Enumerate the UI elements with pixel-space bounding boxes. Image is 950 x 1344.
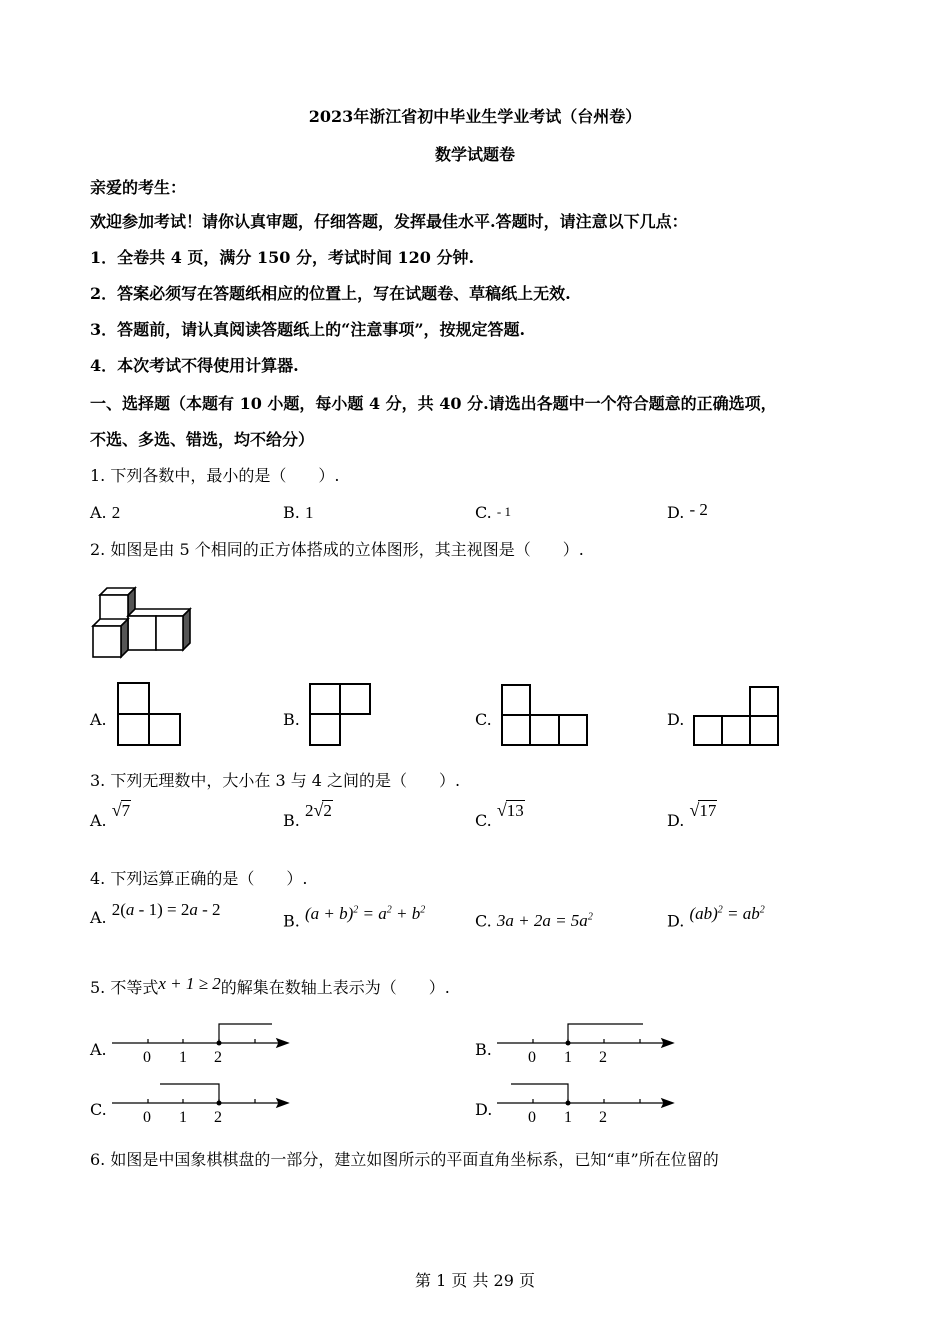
q4-option-a: A. 2(a - 1) = 2a - 2: [90, 900, 221, 927]
q2-option-d-figure: [693, 682, 788, 748]
q1-option-b: B. 1: [283, 503, 314, 522]
q5c-tick-1: 1: [179, 1109, 187, 1126]
welcome-text: 欢迎参加考试！请你认真审题，仔细答题，发挥最佳水平.答题时，请注意以下几点：: [90, 212, 688, 231]
q2-option-d-label: D.: [667, 710, 685, 729]
q3-stem: 3. 下列无理数中，大小在 3 与 4 之间的是（ ）.: [90, 771, 461, 790]
q5-option-d-label: D.: [475, 1100, 493, 1119]
q5a-tick-1: 1: [179, 1049, 187, 1066]
q2-stem: 2. 如图是由 5 个相同的正方体搭成的立体图形，其主视图是（ ）.: [90, 540, 584, 559]
q4-stem: 4. 下列运算正确的是（ ）.: [90, 869, 308, 888]
q1-option-c: C. - 1: [475, 503, 511, 522]
q2-option-a-label: A.: [90, 710, 107, 729]
exam-title: 2023年浙江省初中毕业生学业考试（台州卷）: [308, 107, 642, 126]
greeting: 亲爱的考生：: [90, 178, 187, 197]
q5-option-c-label: C.: [90, 1100, 107, 1119]
q2-option-b-label: B.: [283, 710, 300, 729]
q2-option-b-figure: [309, 682, 379, 748]
note-1: 1．全卷共 4 页，满分 150 分，考试时间 120 分钟.: [90, 248, 475, 267]
q5d-tick-2: 2: [599, 1109, 607, 1126]
q5d-tick-1: 1: [564, 1109, 572, 1126]
q4-option-d: D. $(ab)^2 = ab^2$: [667, 903, 765, 931]
q2-option-c-label: C.: [475, 710, 492, 729]
q5b-tick-2: 2: [599, 1049, 607, 1066]
q5b-tick-0: 0: [528, 1049, 536, 1066]
exam-subtitle: 数学试题卷: [434, 145, 515, 164]
q5-option-a-numberline: [112, 1020, 292, 1070]
q2-cube-figure: [90, 583, 200, 663]
q2-option-a-figure: [117, 682, 187, 748]
q4-option-c: C. $3a + 2a = 5a^2$: [475, 910, 593, 931]
q5-stem: 5. 不等式x + 1 ≥ 2的解集在数轴上表示为（ ）.: [90, 974, 450, 997]
section-heading-line2: 不选、多选、错选，均不给分）: [90, 430, 315, 449]
q3-option-b: B. 2√2: [283, 800, 332, 830]
page-footer: 第 1 页 共 29 页: [415, 1271, 535, 1290]
section-heading-line1: 一、选择题（本题有 10 小题，每小题 4 分，共 40 分.请选出各题中一个符合题意的正确选项，: [90, 394, 777, 413]
q3-option-a: A. √7: [90, 800, 131, 830]
note-3: 3．答题前，请认真阅读答题纸上的“注意事项”，按规定答题.: [90, 320, 526, 339]
q5d-tick-0: 0: [528, 1109, 536, 1126]
q5a-tick-2: 2: [214, 1049, 222, 1066]
q5-option-c-numberline: [112, 1080, 292, 1130]
q1-option-a: A. 2: [90, 503, 121, 522]
q5-option-b-numberline: [497, 1020, 677, 1070]
q3-option-d: D. √17: [667, 800, 717, 830]
q5c-tick-2: 2: [214, 1109, 222, 1126]
note-4: 4．本次考试不得使用计算器.: [90, 356, 299, 375]
q4-option-b: B. $(a + b)^2 = a^2 + b^2$: [283, 903, 426, 931]
q3-option-c: C. √13: [475, 800, 524, 830]
q5-option-b-label: B.: [475, 1040, 492, 1059]
q5a-tick-0: 0: [143, 1049, 151, 1066]
q5b-tick-1: 1: [564, 1049, 572, 1066]
q1-option-d: D. - 2: [667, 500, 708, 522]
q6-stem: 6. 如图是中国象棋棋盘的一部分，建立如图所示的平面直角坐标系，已知“車”所在位留的: [90, 1150, 719, 1169]
q5c-tick-0: 0: [143, 1109, 151, 1126]
q1-stem: 1. 下列各数中，最小的是（ ）.: [90, 466, 340, 485]
note-2: 2．答案必须写在答题纸相应的位置上，写在试题卷、草稿纸上无效.: [90, 284, 571, 303]
q5-option-a-label: A.: [90, 1040, 107, 1059]
q2-option-c-figure: [501, 682, 596, 748]
q5-option-d-numberline: [497, 1080, 677, 1130]
